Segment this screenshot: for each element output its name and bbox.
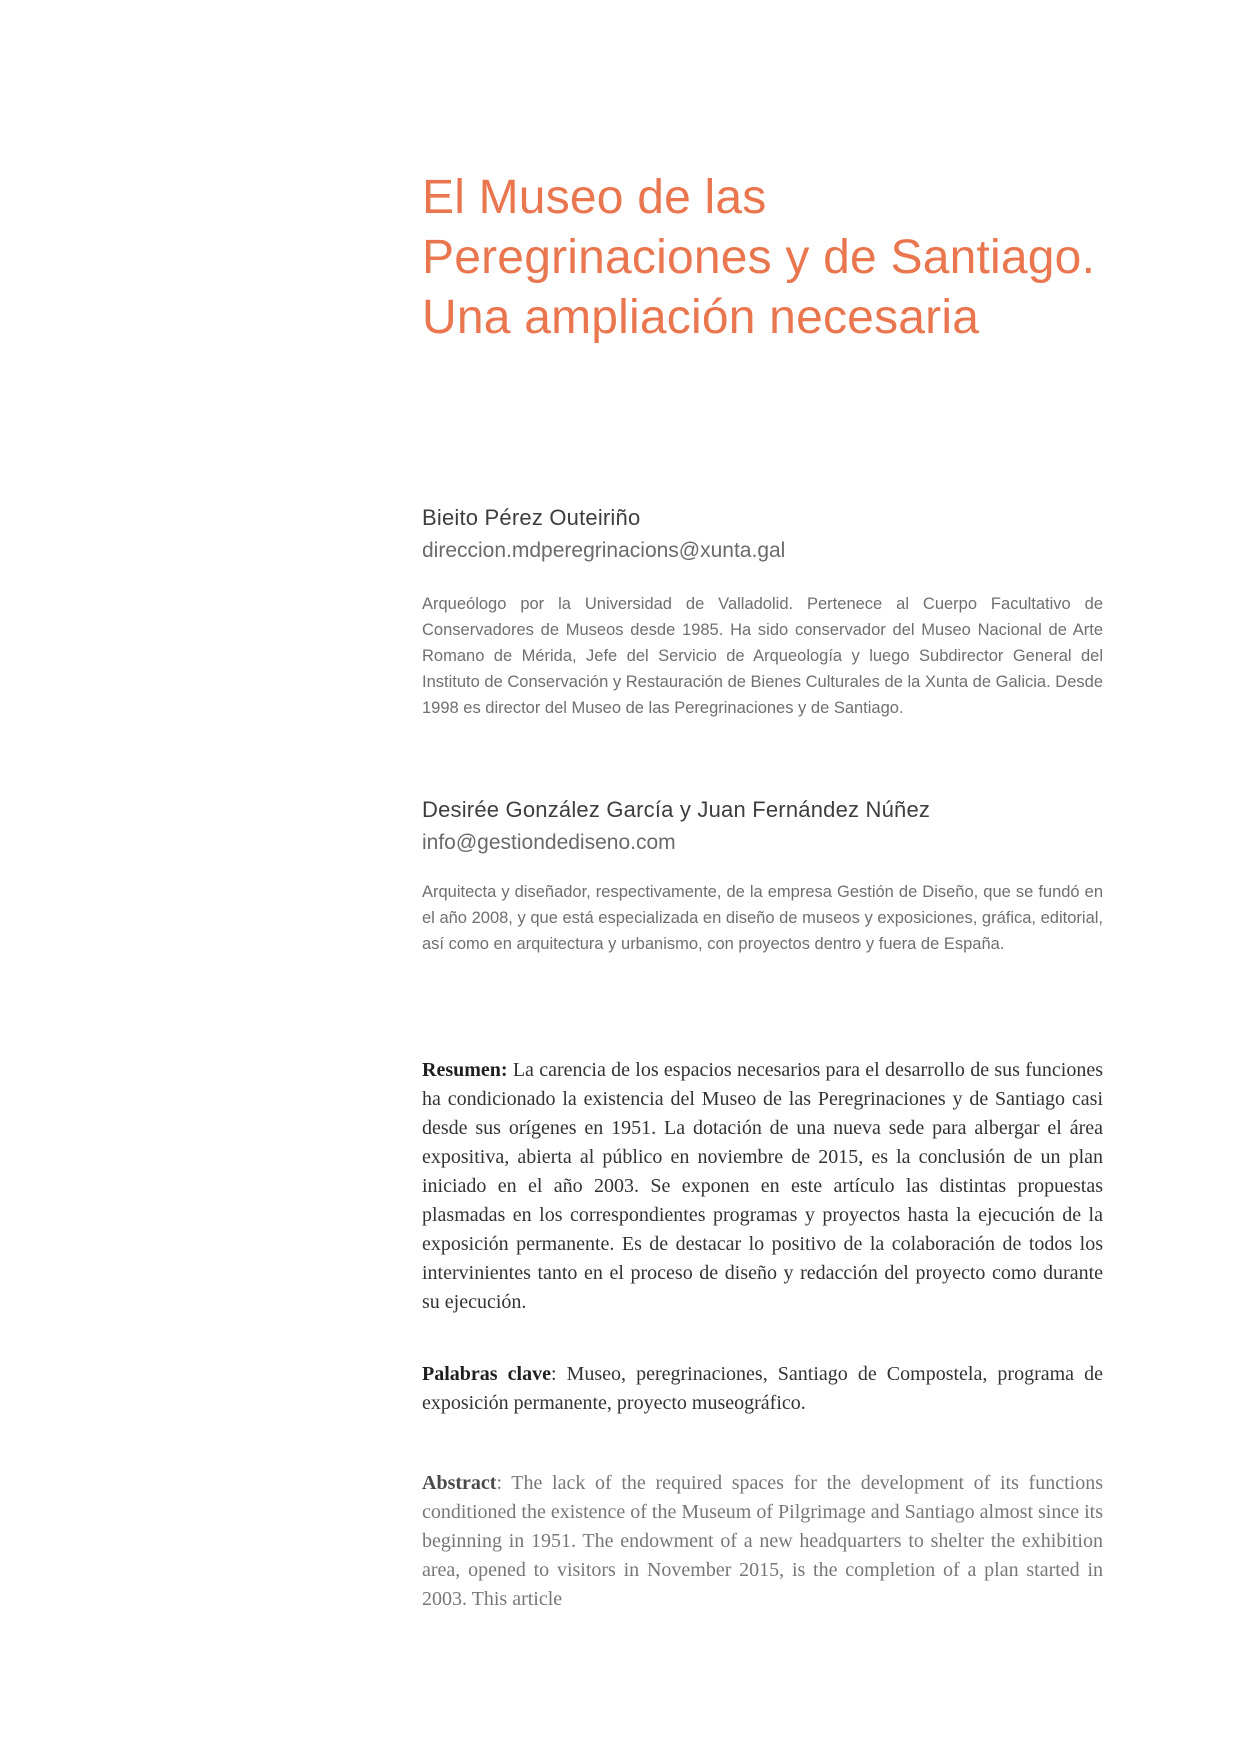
article-title-line: Peregrinaciones y de Santiago. — [422, 231, 1096, 284]
keywords-text: : Museo, peregrinaciones, Santiago de Compostela, programa de exposición permanente, proyecto museográfico. — [422, 1363, 1103, 1414]
author-name: Bieito Pérez Outeiriño — [422, 505, 641, 530]
article-title — [422, 168, 1103, 348]
resumen-text: La carencia de los espacios necesarios para el desarrollo de sus funciones ha condicionado la existencia del Museo de las Peregrinaciones y de Santiago casi desde sus orígenes en 1951. La dotación de una nueva sede para albergar el área expositiva, abierta al público en noviembre de 2015, es la conclusión de un plan iniciado en el año 2003. Se exponen en este artículo las distintas propuestas plasmadas en los correspondientes programas y proyectos hasta la ejecución de la exposición permanente. Es de destacar lo positivo de la colaboración de todos los intervinientes tanto en el proceso de diseño y redacción del proyecto como durante su ejecución. — [422, 1059, 1103, 1313]
article-title-line: Una ampliación necesaria — [422, 291, 980, 344]
author-email: info@gestiondediseno.com — [422, 831, 676, 854]
abstract-label: Abstract — [422, 1472, 497, 1494]
author-name: Desirée González García y Juan Fernández Núñez — [422, 797, 931, 822]
keywords-paragraph — [422, 1360, 1103, 1418]
abstract-text: : The lack of the required spaces for the development of its functions conditioned the existence of the Museum of Pilgrimage and Santiago almost since its beginning in 1951. The endowment of a new headquarters to shelter the exhibition area, opened to visitors in November 2015, is the completion of a plan started in 2003. This article — [422, 1472, 1103, 1610]
resumen-label: Resumen: — [422, 1059, 508, 1081]
author-block-2 — [422, 795, 1103, 858]
author-bio-1: Arqueólogo por la Universidad de Valladolid. Pertenece al Cuerpo Facultativo de Conservadores de Museos desde 1985. Ha sido conservador del Museo Nacional de Arte Romano de Mérida, Jefe del Servicio de Arqueología y luego Subdirector General del Instituto de Conservación y Restauración de Bienes Culturales de la Xunta de Galicia. Desde 1998 es director del Museo de las Peregrinaciones y de Santiago. — [422, 595, 1103, 717]
author-bio-2: Arquitecta y diseñador, respectivamente, de la empresa Gestión de Diseño, que se fundó en el año 2008, y que está especializada en diseño de museos y exposiciones, gráfica, editorial, así como en arquitectura y urbanismo, con proyectos dentro y fuera de España. — [422, 883, 1103, 953]
resumen-paragraph — [422, 1056, 1103, 1317]
article-title-line: El Museo de las — [422, 171, 767, 224]
abstract-paragraph — [422, 1469, 1103, 1614]
author-block-1 — [422, 503, 1103, 566]
keywords-label: Palabras clave — [422, 1363, 551, 1385]
author-email: direccion.mdperegrinacions@xunta.gal — [422, 539, 786, 562]
